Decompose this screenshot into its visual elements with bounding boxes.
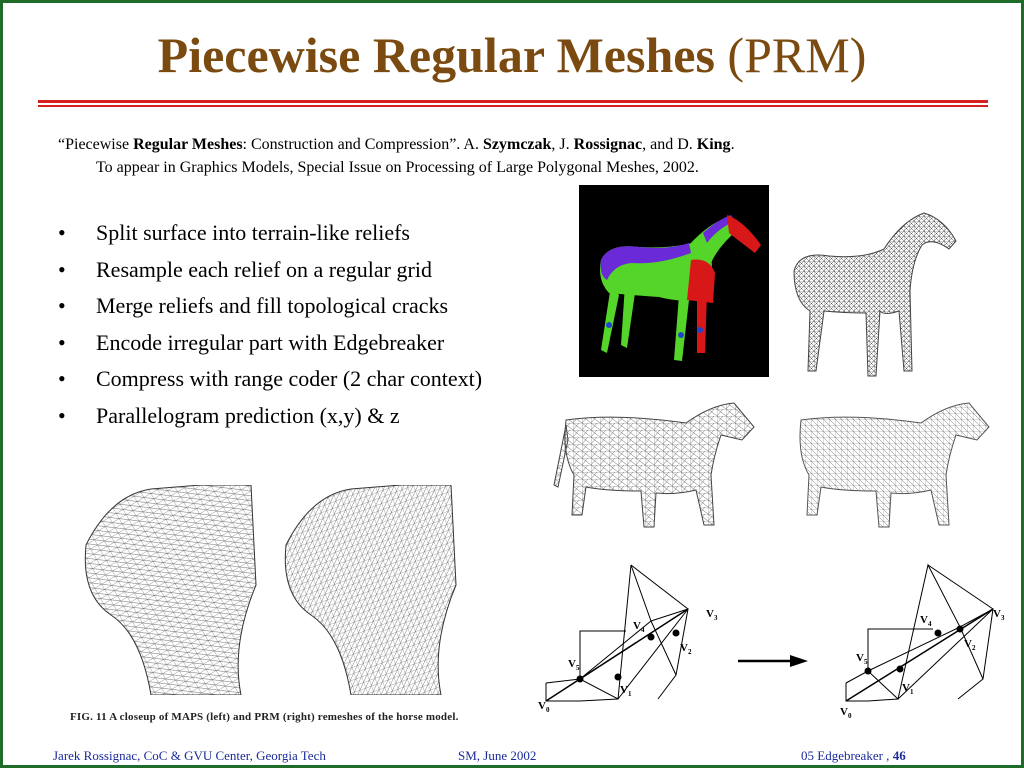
bullet-item (58, 398, 482, 435)
citation-author: Rossignac (573, 136, 643, 153)
bullet-symbol: • (58, 256, 66, 282)
slide-title (3, 25, 1021, 85)
citation-author: Szymczak (482, 136, 552, 153)
label-v2: $V_2$ (680, 642, 692, 656)
footer-section: 05 Edgebreaker , (801, 748, 890, 763)
bullet-text: Split surface into terrain-like reliefs (96, 220, 410, 245)
label-v3: $V_3$ (706, 608, 718, 622)
page-number: 46 (892, 748, 906, 763)
bullet-item (58, 361, 482, 398)
horse-segmented-render (579, 185, 769, 377)
citation-text: . (730, 136, 735, 153)
footer-page (801, 748, 906, 764)
title-rule-bottom (38, 105, 988, 107)
bullet-symbol: • (58, 329, 66, 355)
bullet-text: Parallelogram prediction (x,y) & z (96, 402, 400, 428)
figure-caption: FIG. 11 A closeup of MAPS (left) and PRM (right) remeshes of the horse model. (70, 711, 459, 723)
bullet-text: Encode irregular part with Edgebreaker (96, 329, 445, 355)
citation-author: King (696, 136, 731, 153)
arrow-right-icon (738, 655, 808, 667)
title-rule-top (38, 100, 988, 103)
horse-closeup-meshes (81, 485, 481, 695)
label-v4-right: $V_4$ (920, 614, 932, 628)
bullet-item (58, 252, 482, 289)
label-v1-right: $V_1$ (902, 682, 914, 696)
label-v3-right: $V_3$ (993, 608, 1005, 622)
footer-date: SM, June 2002 (458, 748, 537, 763)
title-abbr: (PRM) (727, 27, 867, 83)
citation-text: : Construction and Compression”. A. (242, 136, 483, 153)
citation-venue: To appear in Graphics Models, Special Issue on Processing of Large Polygonal Meshes, 2002. (96, 159, 699, 176)
cow-wireframe-regular (781, 395, 1001, 545)
label-v0-right: $V_0$ (840, 706, 852, 720)
parallelogram-diagram (538, 559, 1008, 729)
bullet-symbol: • (58, 402, 66, 428)
citation-text: , J. (551, 136, 574, 153)
citation-text: “Piecewise (58, 136, 134, 153)
bullet-list (58, 215, 482, 434)
citation-text: , and D. (642, 136, 697, 153)
title-main: Piecewise Regular Meshes (157, 27, 715, 83)
bullet-symbol: • (58, 293, 66, 318)
bullet-symbol: • (58, 366, 66, 391)
cow-wireframe-irregular (546, 395, 766, 545)
bullet-item (58, 215, 482, 252)
citation (58, 133, 918, 179)
bullet-item (58, 288, 482, 325)
bullet-text: Merge reliefs and fill topological cracks (96, 293, 449, 318)
label-v5-right: $V_5$ (856, 652, 868, 666)
bullet-symbol: • (58, 220, 66, 245)
label-v5: $V_5$ (568, 658, 580, 672)
citation-bold-title: Regular Meshes (133, 136, 243, 153)
bullet-item (58, 325, 482, 362)
footer-author: Jarek Rossignac, CoC & GVU Center, Georgia Tech (53, 748, 326, 763)
bullet-text: Compress with range coder (2 char context) (96, 366, 483, 391)
label-v4: $V_4$ (633, 620, 645, 634)
label-v0: $V_0$ (538, 700, 550, 714)
label-v2-right: $V_2$ (964, 638, 976, 652)
bullet-text: Resample each relief on a regular grid (96, 256, 432, 282)
label-v1: $V_1$ (620, 684, 632, 698)
horse-wireframe (784, 201, 964, 381)
